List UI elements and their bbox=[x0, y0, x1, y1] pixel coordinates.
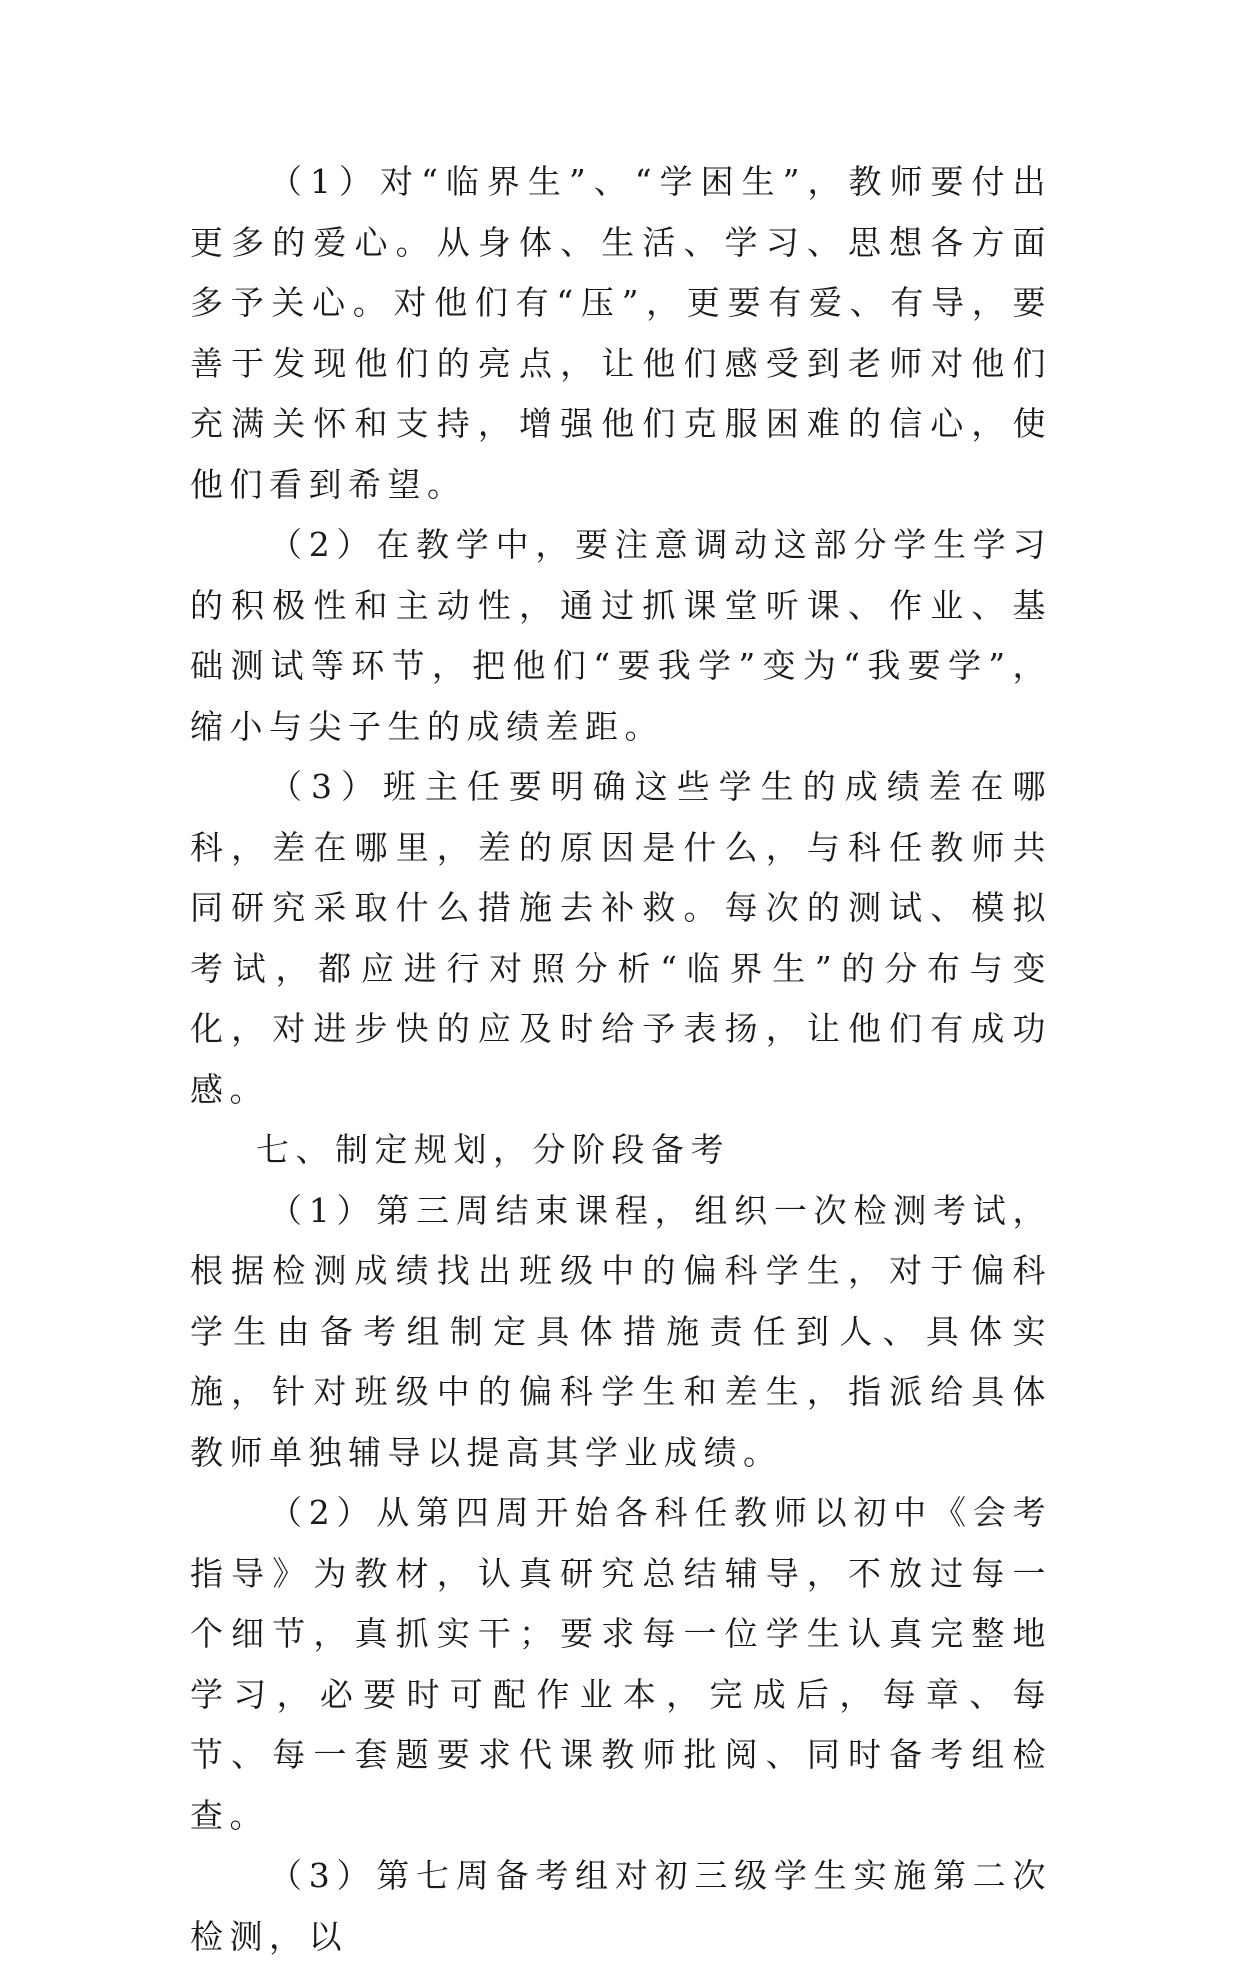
section-heading-planning: 七、制定规划，分阶段备考 bbox=[256, 1130, 730, 1169]
paragraph-homeroom-teacher-analysis: （3）班主任要明确这些学生的成绩差在哪科，差在哪里，差的原因是什么，与科任教师共同研究采取什么措施去补救。每次的测试、模拟考试，都应进行对照分析“临界生”的分布与变化，对进步快的应及时给予表扬，让他们有成功感。 bbox=[190, 767, 1052, 1109]
paragraph-week-four-review: （2）从第四周开始各科任教师以初中《会考指导》为教材，认真研究总结辅导，不放过每一个细节，真抓实干；要求每一位学生认真完整地学习，必要时可配作业本，完成后，每章、每节、每一套题要求代课教师批阅、同时备考组检查。 bbox=[190, 1493, 1052, 1835]
paragraph-critical-students-care: （1）对“临界生”、“学困生”，教师要付出更多的爱心。从身体、生活、学习、思想各方面多予关心。对他们有“压”，更要有爱、有导，要善于发现他们的亮点，让他们感受到老师对他们充满关怀和支持，增强他们克服困难的信心，使他们看到希望。 bbox=[190, 162, 1052, 504]
paragraph-week-seven-test: （3）第七周备考组对初三级学生实施第二次检测，以 bbox=[190, 1856, 1052, 1956]
paragraph-week-three-exam: （1）第三周结束课程，组织一次检测考试，根据检测成绩找出班级中的偏科学生，对于偏科学生由备考组制定具体措施责任到人、具体实施，针对班级中的偏科学生和差生，指派给具体教师单独辅导以提高其学业成绩。 bbox=[190, 1190, 1052, 1472]
paragraph-motivate-learning: （2）在教学中，要注意调动这部分学生学习的积极性和主动性，通过抓课堂听课、作业、基础测试等环节，把他们“要我学”变为“我要学”，缩小与尖子生的成绩差距。 bbox=[190, 525, 1052, 746]
document-page bbox=[190, 152, 1052, 1967]
